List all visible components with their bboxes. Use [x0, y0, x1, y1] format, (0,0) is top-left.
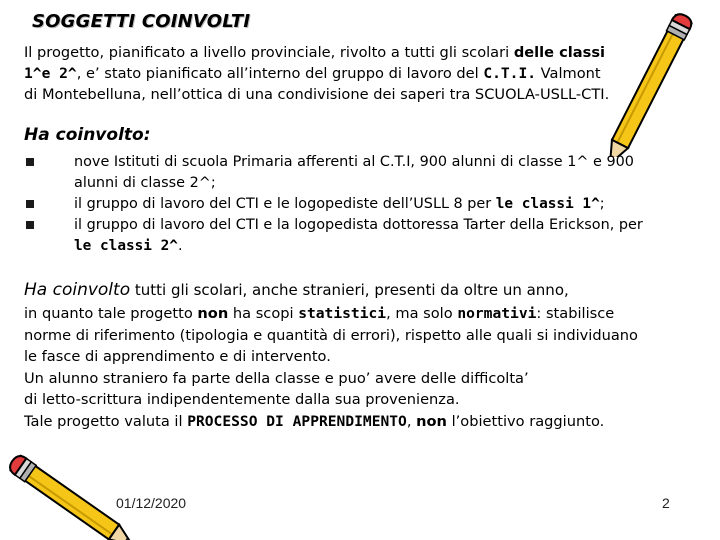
page-number: 2 — [662, 495, 670, 511]
intro-paragraph: Il progetto, pianificato a livello provinciale, rivolto a tutti gli scolari delle classi 1^e 2^, e’ stato pianificato all’interno del gruppo di lavoro del C.T.I. Valmont di Montebelluna, nell’ottica di una condivisione dei saperi tra SCUOLA-USLL-CTI. — [24, 44, 610, 103]
slide-title: SOGGETTI COINVOLTI — [32, 11, 251, 32]
footer-date: 01/12/2020 — [116, 495, 187, 511]
involved-list — [24, 152, 664, 257]
bullet-square-icon — [26, 200, 34, 208]
list-item: il gruppo di lavoro del CTI e le logopediste dell’USLL 8 per le classi 1^; — [24, 194, 664, 215]
section-heading: Ha coinvolto: — [24, 125, 151, 145]
bullet-square-icon — [26, 221, 34, 229]
list-item: il gruppo di lavoro del CTI e la logopedista dottoressa Tarter della Erickson, per le classi 2^. — [24, 215, 664, 257]
second-heading: Ha coinvolto tutti gli scolari, anche stranieri, presenti da oltre un anno, — [24, 280, 569, 300]
pencil-icon — [2, 440, 132, 540]
bullet-square-icon — [26, 158, 34, 166]
body-paragraph: in quanto tale progetto non ha scopi statistici, ma solo normativi: stabilisce norme di riferimento (tipologia e quantità di errori), rispetto alle quali si individuano le fasce di apprendimento e di intervento. Un alunno straniero fa parte della classe e puo’ avere delle difficolta’ di letto-scrittura indipendentemente dalla sua provenienza. Tale progetto valuta il PROCESSO DI APPRENDIMENTO, non l’obiettivo raggiunto. — [24, 305, 638, 430]
list-item: nove Istituti di scuola Primaria afferenti al C.T.I, 900 alunni di classe 1^ e 900 alunni di classe 2^; — [24, 152, 664, 194]
